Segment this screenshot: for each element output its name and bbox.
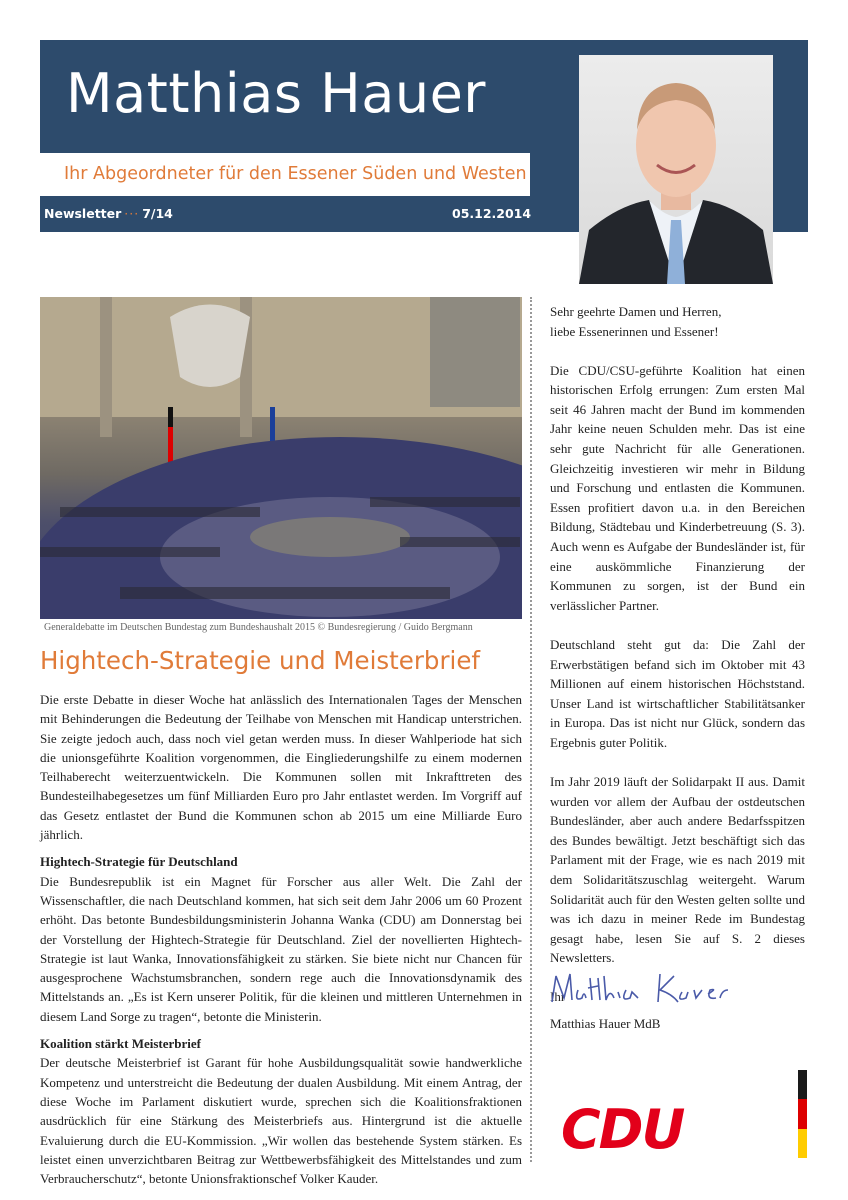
greeting-line: liebe Essenerinnen und Essener! (550, 323, 719, 339)
section-text: Der deutsche Meisterbrief ist Garant für hohe Ausbildungsqualität sowie handwerkliche Kompetenz und unterstreicht die Bedeutung der dualen Ausbildung. Mit einem Antrag, der diese Woche im Parlament diskutiert wurde, sprechen sich die Koalitionsfraktionen ausdrücklich für eine Stärkung des Meisterbriefs aus. Hintergrund ist die aktuelle Evaluierung durch die EU-Kommission. „Wir wollen das bestehende System stärken. Es leistet einen unverzichtbaren Beitrag zur Wettbewerbsfähigkeit des Mittelstandes und zum Verbraucherschutz“, betonte Unionsfraktionschef Volker Kauder. (40, 1055, 522, 1187)
letter-closing: Ihr (550, 989, 566, 1005)
section-title: Hightech-Strategie für Deutschland (40, 854, 238, 870)
article-body (40, 690, 522, 1188)
newsletter-issue (44, 206, 173, 221)
section-title: Koalition stärkt Meisterbrief (40, 1036, 202, 1052)
subtitle: Ihr Abgeordneter für den Essener Süden und Westen (64, 164, 527, 184)
greeting-line: Sehr geehrte Damen und Herren, (550, 304, 722, 319)
column-divider (530, 297, 532, 1162)
signoff: Matthias Hauer MdB (550, 1016, 661, 1031)
portrait-photo (579, 55, 773, 284)
bundestag-photo (40, 297, 522, 619)
photo-caption: Generaldebatte im Deutschen Bundestag zum Bundeshaushalt 2015 © Bundesregierung / Guido Bergmann (44, 622, 473, 633)
letter-paragraph: Deutschland steht gut da: Die Zahl der Erwerbstätigen befand sich im Oktober mit 43 Millionen auf einem historischen Höchststand. Unser Land ist wirtschaftlicher Stabilitätsanker in Europa. Das ist nicht nur Glück, sondern das Ergebnis guter Politik. (550, 636, 805, 750)
section-text: Die Bundesrepublik ist ein Magnet für Forscher aus aller Welt. Die Zahl der Wissenschaftler, die nach Deutschland kommen, hat sich seit dem Jahr 2006 um 60 Prozent erhöht. Das betonte Bundesbildungsministerin Johanna Wanka (CDU) am Donnerstag bei der Vorstellung der Hightech-Strategie für Deutschland. Ziel der novellierten Hightech-Strategie ist laut Wanka, Innovationsfähigkeit zu stärken. Sie biete nicht nur Chancen für ausgesprochene Wachstumsbranchen, sondern rege auch die Innovationsdynamik des Mittelstands an. „Es ist Kern unserer Politik, für die kleinen und mittleren Unternehmen in diesem Land Sorge zu tragen“, betonte die Ministerin. (40, 873, 522, 1024)
issue-number: 7/14 (142, 206, 173, 221)
newsletter-label: Newsletter (44, 206, 122, 221)
article-heading: Hightech-Strategie und Meisterbrief (40, 646, 481, 675)
page-title: Matthias Hauer (66, 62, 486, 125)
separator-dots: ··· (124, 206, 140, 221)
german-flag-bar (798, 1070, 807, 1158)
handwritten-signature (548, 968, 738, 1013)
letter-paragraph: Die CDU/CSU-geführte Koalition hat einen historischen Erfolg errungen: Zum ersten Mal seit 46 Jahren macht der Bund im kommenden Jahr keine neuen Schulden mehr. Das ist eine sehr gute Nachricht für alle Generationen. Gleichzeitig investieren wir mehr in Bildung und Forschung und entlasten die Kommunen. Essen profitiert davon u.a. in den Bereichen Bildung, Städtebau und Kinderbetreuung (S. 3). Auch wenn es Aufgabe der Bundesländer ist, für eine auskömmliche Finanzierung der Kommunen zu sorgen, ist der Bund ein verlässlicher Partner. (550, 362, 805, 613)
issue-date: 05.12.2014 (452, 206, 532, 221)
cdu-logo: CDU (561, 1098, 684, 1161)
letter-paragraph: Im Jahr 2019 läuft der Solidarpakt II aus. Damit wurden vor allem der Aufbau der ostdeutschen Bundesländer, aber auch andere Bedarfsspitzen des Bundes bewältigt. Jetzt beschäftigt sich das Parlament mit der Frage, wie es nach 2019 mit dem Solidaritätszuschlag weitergeht. Warum Solidarität auch für den Westen gelten sollte und was ich dazu in meiner Rede im Bundestag gesagt habe, lesen Sie auf S. 2 dieses Newsletters. (550, 773, 805, 966)
editorial-letter (550, 302, 805, 1007)
article-intro: Die erste Debatte in dieser Woche hat anlässlich des Internationalen Tages der Menschen mit Behinderungen die Bedeutung der Teilhabe von Menschen mit Handicap unterstrichen. Sie zeigte jedoch auch, dass noch viel getan werden muss. In dieser Wahlperiode hat sich die unionsgeführte Koalition vorgenommen, die Eingliederungshilfe zu einem modernen Teilhaberecht weiterzuentwickeln. Die Kommunen sollen mit Inkrafttreten des Bundesteilhabegesetzes um fünf Milliarden Euro pro Jahr entlastet werden. Im Vorgriff auf das Gesetz entlastet der Bund die Kommunen schon ab 2015 um eine Milliarde Euro jährlich. (40, 692, 522, 843)
